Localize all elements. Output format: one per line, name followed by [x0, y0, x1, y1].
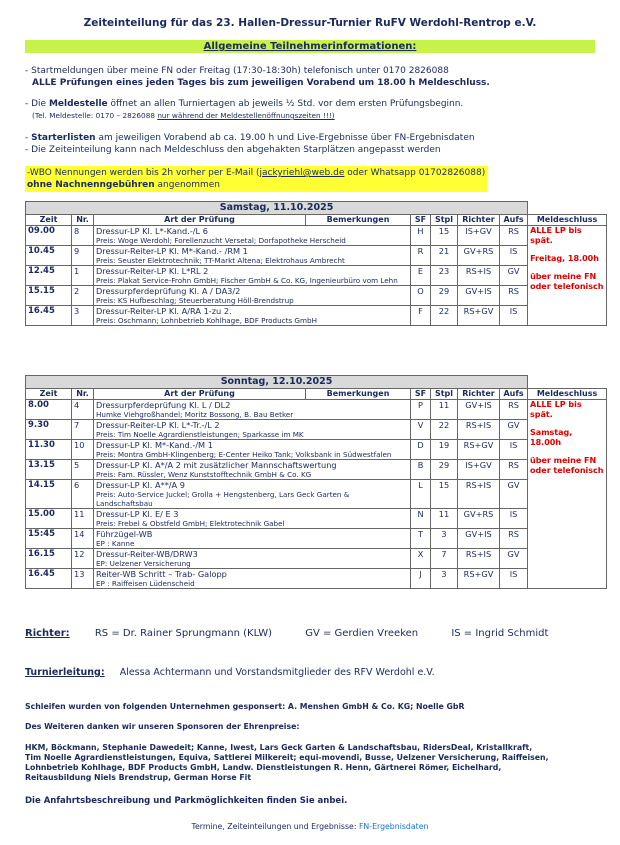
cell-nr: 9	[72, 246, 94, 266]
cell-aufs: RS	[500, 286, 528, 306]
cell-stpl: 15	[431, 480, 458, 509]
col-stpl: Stpl	[431, 215, 458, 226]
cell-sf: H	[411, 226, 431, 246]
cell-stpl: 7	[431, 549, 458, 569]
cell-aufs: IS	[500, 246, 528, 266]
table-row	[26, 529, 607, 549]
cell-zeit: 16.15	[26, 549, 72, 569]
cell-richter: RS+IS	[458, 480, 500, 509]
cell-aufs: RS	[500, 226, 528, 246]
exam-name: Dressur-LP Kl. M*-Kand.-/M 1	[96, 440, 213, 450]
sunday-table	[25, 375, 607, 589]
info-line-1: - Startmeldungen über meine FN oder Freitag (17:30-18:30h) telefonisch unter 0170 2826088	[25, 66, 449, 76]
cell-zeit: 8.00	[26, 400, 72, 420]
cell-nr: 14	[72, 529, 94, 549]
saturday-table	[25, 201, 607, 326]
table-row	[26, 440, 607, 460]
cell-sf: R	[411, 246, 431, 266]
table-row	[26, 286, 607, 306]
cell-art	[94, 306, 411, 326]
exam-prize: Humke Viehgroßhandel; Moritz Bossong, B. Bau Betker	[96, 410, 294, 419]
cell-aufs: GV	[500, 266, 528, 286]
col-richter: Richter	[458, 389, 500, 400]
cell-zeit: 10.45	[26, 246, 72, 266]
cell-zeit: 9.30	[26, 420, 72, 440]
table-row	[26, 246, 607, 266]
table-row	[26, 549, 607, 569]
exam-name: Dressur-LP Kl. A*/A 2 mit zusätzlicher Mannschaftswertung	[96, 460, 337, 470]
cell-nr: 2	[72, 286, 94, 306]
cell-nr: 11	[72, 509, 94, 529]
cell-aufs: GV	[500, 480, 528, 509]
exam-prize: Preis: Fam. Rüssler, Wenz Kunststofftechnik GmbH & Co. KG	[96, 470, 312, 479]
col-nr: Nr.	[72, 215, 94, 226]
exam-prize: Preis: Montra GmbH-Klingenberg; E-Center Heiko Tank; Volksbank in Südwestfalen	[96, 450, 392, 459]
sponsors-thanks: Des Weiteren danken wir unseren Sponsoren der Ehrenpreise:	[25, 722, 300, 731]
table-row	[26, 306, 607, 326]
sunday-date: Sonntag, 12.10.2025	[26, 376, 528, 389]
table-row	[26, 226, 607, 246]
cell-stpl: 29	[431, 286, 458, 306]
cell-meldeschluss	[528, 400, 607, 589]
cell-sf: E	[411, 266, 431, 286]
deadline-note: Freitag, 18.00h	[530, 254, 599, 263]
cell-zeit: 15.15	[26, 286, 72, 306]
cell-art	[94, 480, 411, 509]
cell-aufs: GV	[500, 420, 528, 440]
cell-richter: IS+GV	[458, 460, 500, 480]
col-richter: Richter	[458, 215, 500, 226]
exam-name: Dressur-LP Kl. E/ E 3	[96, 509, 179, 519]
col-stpl: Stpl	[431, 389, 458, 400]
cell-richter: GV+IS	[458, 529, 500, 549]
cell-art	[94, 246, 411, 266]
cell-art	[94, 460, 411, 480]
col-bem: Bemerkungen	[306, 389, 411, 400]
cell-richter: RS+GV	[458, 440, 500, 460]
cell-sf: T	[411, 529, 431, 549]
cell-art	[94, 509, 411, 529]
directions: Die Anfahrtsbeschreibung und Parkmöglichkeiten finden Sie anbei.	[25, 796, 348, 806]
deadline-note: ALLE LP bis spät.	[530, 400, 582, 419]
exam-name: Dressur-Reiter-LP Kl. A/RA 1-zu 2.	[96, 306, 232, 316]
cell-sf: D	[411, 440, 431, 460]
cell-zeit: 15.00	[26, 509, 72, 529]
cell-zeit: 09.00	[26, 226, 72, 246]
exam-prize: Preis: KS Hufbeschlag; Steuerberatung Höll-Brendstrup	[96, 296, 294, 305]
col-aufs: Aufs	[500, 215, 528, 226]
col-zeit: Zeit	[26, 389, 72, 400]
exam-prize: Preis: Plakat Service-Frohn GmbH; Fischer GmbH & Co. KG, Ingenieurbüro vom Lehn	[96, 276, 398, 285]
cell-richter: GV+RS	[458, 509, 500, 529]
cell-richter: GV+IS	[458, 286, 500, 306]
col-nr: Nr.	[72, 389, 94, 400]
col-bem: Bemerkungen	[306, 215, 411, 226]
cell-richter: GV+IS	[458, 400, 500, 420]
cell-art	[94, 549, 411, 569]
exam-name: Dressurpferdeprüfung Kl. L / DL2	[96, 400, 231, 410]
cell-richter: RS+IS	[458, 549, 500, 569]
info-line-3: - Die Meldestelle öffnet an allen Turniertagen ab jeweils ½ Std. vor dem ersten Prüfungsbeginn.	[25, 99, 464, 109]
exam-name: Dressur-Reiter-LP Kl. M*-Kand.- /RM 1	[96, 246, 248, 256]
cell-art	[94, 286, 411, 306]
exam-name: Dressurpferdeprüfung Kl. A / DA3/2	[96, 286, 241, 296]
col-melde: Meldeschluss	[528, 389, 607, 400]
table-row	[26, 266, 607, 286]
sponsors-list-4: Reitausbildung Niels Brendstrup, German Horse Fit	[25, 773, 252, 782]
cell-richter: GV+RS	[458, 246, 500, 266]
col-art: Art der Prüfung	[94, 389, 306, 400]
cell-stpl: 3	[431, 529, 458, 549]
cell-nr: 10	[72, 440, 94, 460]
cell-sf: O	[411, 286, 431, 306]
cell-zeit: 11.30	[26, 440, 72, 460]
cell-zeit: 16.45	[26, 569, 72, 589]
email-link[interactable]: jackyriehl@web.de	[259, 168, 345, 178]
cell-sf: B	[411, 460, 431, 480]
cell-sf: L	[411, 480, 431, 509]
cell-aufs: IS	[500, 509, 528, 529]
table-row	[26, 420, 607, 440]
info-line-4: (Tel. Meldestelle: 0170 – 2826088 nur während der Meldestellenöffnungszeiten !!!)	[32, 111, 335, 120]
cell-art	[94, 529, 411, 549]
exam-name: Dressur-LP Kl. A**/A 9	[96, 480, 185, 490]
cell-stpl: 11	[431, 400, 458, 420]
exam-name: Dressur-Reiter-LP Kl. L*-Tr.-/L 2	[96, 420, 220, 430]
exam-prize: EP: Uelzener Versicherung	[96, 559, 191, 568]
cell-richter: RS+IS	[458, 266, 500, 286]
page-title: Zeiteinteilung für das 23. Hallen-Dressur-Turnier RuFV Werdohl-Rentrop e.V.	[83, 17, 537, 29]
col-art: Art der Prüfung	[94, 215, 306, 226]
info-line-6: - Die Zeiteinteilung kann nach Meldeschluss den abgehakten Starplätzen angepasst werden	[25, 145, 441, 155]
cell-aufs: IS	[500, 440, 528, 460]
exam-name: Reiter-WB Schritt – Trab- Galopp	[96, 569, 227, 579]
col-zeit: Zeit	[26, 215, 72, 226]
exam-name: Dressur-Reiter-WB/DRW3	[96, 549, 198, 559]
deadline-note: ALLE LP bis spät.	[530, 226, 582, 245]
cell-stpl: 29	[431, 460, 458, 480]
cell-aufs: RS	[500, 460, 528, 480]
cell-sf: X	[411, 549, 431, 569]
cell-zeit: 16.45	[26, 306, 72, 326]
cell-aufs: RS	[500, 400, 528, 420]
cell-nr: 5	[72, 460, 94, 480]
table-row	[26, 509, 607, 529]
cell-zeit: 13.15	[26, 460, 72, 480]
cell-zeit: 12.45	[26, 266, 72, 286]
cell-art	[94, 400, 411, 420]
cell-stpl: 15	[431, 226, 458, 246]
cell-sf: V	[411, 420, 431, 440]
cell-zeit: 15:45	[26, 529, 72, 549]
cell-nr: 8	[72, 226, 94, 246]
cell-richter: RS+GV	[458, 306, 500, 326]
exam-prize: Preis: Auto-Service Juckel; Grolla + Hengstenberg, Lars Geck Garten & Landschaftsbau	[96, 490, 350, 508]
management-line: Turnierleitung: Alessa Achtermann und Vorstandsmitglieder des RFV Werdohl e.V.	[25, 667, 435, 678]
cell-stpl: 21	[431, 246, 458, 266]
col-melde: Meldeschluss	[528, 215, 607, 226]
table-row	[26, 460, 607, 480]
exam-prize: Preis: Seuster Elektrotechnik; TT-Markt Altena; Elektrohaus Ambrecht	[96, 256, 345, 265]
sponsors-list-3: Lohnbetrieb Kohlhage, BDF Products GmbH, Landw. Dienstleistungen R. Henn, Gärtnerei Römer, Eichelhard,	[25, 763, 502, 772]
table-row	[26, 569, 607, 589]
deadline-note: Samstag, 18.00h	[530, 428, 573, 447]
info-line-2: ALLE Prüfungen eines jeden Tages bis zum jeweiligen Vorabend um 18.00 h Meldeschluss.	[32, 78, 490, 88]
cell-sf: J	[411, 569, 431, 589]
col-aufs: Aufs	[500, 389, 528, 400]
cell-stpl: 22	[431, 420, 458, 440]
section-heading: Allgemeine Teilnehmerinformationen:	[25, 40, 595, 53]
cell-sf: N	[411, 509, 431, 529]
cell-stpl: 22	[431, 306, 458, 326]
cell-nr: 13	[72, 569, 94, 589]
cell-nr: 7	[72, 420, 94, 440]
cell-nr: 3	[72, 306, 94, 326]
exam-prize: Preis: Tim Noelle Agrardienstleistungen; Sparkasse im MK	[96, 430, 304, 439]
col-sf: SF	[411, 389, 431, 400]
cell-richter: RS+IS	[458, 420, 500, 440]
sponsors-list-1: HKM, Böckmann, Stephanie Dawedeit; Kanne, Iwest, Lars Geck Garten & Landschaftsbau, RidersDeal, Kristallkraft,	[25, 743, 533, 752]
cell-nr: 6	[72, 480, 94, 509]
exam-name: Führzügel-WB	[96, 529, 153, 539]
cell-art	[94, 440, 411, 460]
col-sf: SF	[411, 215, 431, 226]
cell-sf: F	[411, 306, 431, 326]
exam-name: Dressur-LP Kl. L*-Kand.-/L 6	[96, 226, 208, 236]
exam-prize: Preis: Oschmann; Lohnbetrieb Kohlhage, BDF Products GmbH	[96, 316, 317, 325]
exam-prize: EP : Kanne	[96, 539, 135, 548]
cell-nr: 4	[72, 400, 94, 420]
cell-art	[94, 569, 411, 589]
exam-prize: Preis: Woge Werdohl; Forellenzucht Versetal; Dorfapotheke Herscheid	[96, 236, 346, 245]
judges-line: Richter: RS = Dr. Rainer Sprungmann (KLW) GV = Gerdien Vreeken IS = Ingrid Schmidt	[25, 628, 549, 639]
sponsors-ribbons: Schleifen wurden von folgenden Unternehmen gesponsert: A. Menshen GmbH & Co. KG; Noelle GbR	[25, 702, 465, 711]
cell-art	[94, 226, 411, 246]
table-row	[26, 480, 607, 509]
saturday-date: Samstag, 11.10.2025	[26, 202, 528, 215]
deadline-note: über meine FN oder telefonisch	[530, 456, 604, 475]
cell-nr: 12	[72, 549, 94, 569]
cell-art	[94, 420, 411, 440]
cell-stpl: 11	[431, 509, 458, 529]
cell-aufs: IS	[500, 306, 528, 326]
cell-stpl: 19	[431, 440, 458, 460]
fn-ergebnisdaten-link[interactable]: FN-Ergebnisdaten	[358, 822, 429, 831]
footer: Termine, Zeiteinteilungen und Ergebnisse: FN-Ergebnisdaten	[191, 822, 429, 831]
exam-prize: Preis: Frebel & Obstfeld GmbH; Elektrotechnik Gabel	[96, 519, 285, 528]
cell-richter: IS+GV	[458, 226, 500, 246]
info-line-5: - Starterlisten am jeweiligen Vorabend ab ca. 19.00 h und Live-Ergebnisse über FN-Ergebnisdaten	[25, 133, 475, 143]
cell-stpl: 23	[431, 266, 458, 286]
exam-prize: EP : Raiffeisen Lüdenscheid	[96, 579, 195, 588]
sponsors-list-2: Tim Noelle Agrardienstleistungen, Equiva, Sattlerei Milkereit; equi-movendi, Busse, Uelzener Versicherung, Raiffeisen,	[25, 753, 549, 762]
exam-name: Dressur-Reiter-LP Kl. L*RL 2	[96, 266, 209, 276]
cell-aufs: RS	[500, 529, 528, 549]
wbo-notice: -WBO Nennungen werden bis 2h vorher per E-Mail (jackyriehl@web.de oder Whatsapp 01702826088) ohne Nachnenngebühren angenommen	[27, 168, 486, 190]
cell-nr: 1	[72, 266, 94, 286]
table-row	[26, 400, 607, 420]
cell-aufs: GV	[500, 549, 528, 569]
cell-meldeschluss	[528, 226, 607, 326]
cell-zeit: 14.15	[26, 480, 72, 509]
cell-sf: P	[411, 400, 431, 420]
cell-art	[94, 266, 411, 286]
cell-stpl: 3	[431, 569, 458, 589]
cell-richter: RS+GV	[458, 569, 500, 589]
deadline-note: über meine FN oder telefonisch	[530, 272, 604, 291]
cell-aufs: IS	[500, 569, 528, 589]
